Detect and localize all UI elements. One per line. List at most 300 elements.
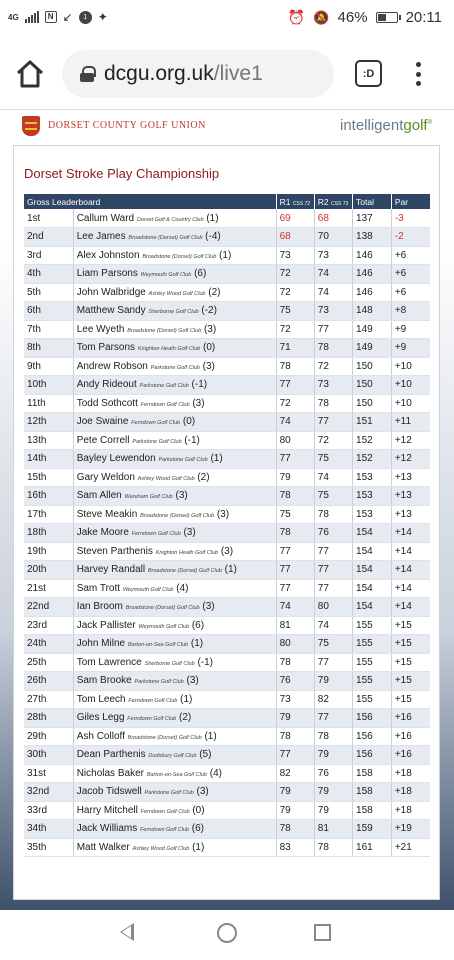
lock-icon bbox=[80, 66, 94, 82]
total-score: 155 bbox=[353, 635, 392, 654]
player-cell[interactable] bbox=[73, 209, 276, 228]
browser-menu-button[interactable] bbox=[410, 60, 426, 88]
round1-score: 83 bbox=[276, 838, 314, 857]
total-score: 158 bbox=[353, 783, 392, 802]
round2-score: 78 bbox=[314, 505, 352, 524]
menu-dot-icon bbox=[416, 62, 421, 67]
position-cell: 12th bbox=[24, 413, 73, 432]
web-page bbox=[0, 110, 454, 910]
player-cell[interactable] bbox=[73, 357, 276, 376]
handicap: (6) bbox=[194, 268, 207, 280]
leaderboard-table bbox=[24, 194, 430, 857]
address-bar[interactable] bbox=[62, 50, 334, 98]
club-name: Parkstone Golf Club bbox=[132, 438, 182, 445]
table-row[interactable] bbox=[24, 838, 430, 857]
player-cell[interactable] bbox=[73, 746, 276, 765]
battery-percent: 46% bbox=[337, 9, 368, 26]
par-score: -2 bbox=[391, 228, 430, 247]
player-cell[interactable] bbox=[73, 579, 276, 598]
player-name: Giles Legg bbox=[76, 712, 125, 724]
round1-score: 79 bbox=[276, 783, 314, 802]
player-cell[interactable] bbox=[73, 468, 276, 487]
home-icon bbox=[14, 58, 46, 90]
round1-score: 78 bbox=[276, 727, 314, 746]
position-cell: 20th bbox=[24, 561, 73, 580]
position-cell: 28th bbox=[24, 709, 73, 728]
table-row[interactable] bbox=[24, 320, 430, 339]
handicap: (1) bbox=[210, 453, 223, 465]
round1-score: 78 bbox=[276, 524, 314, 543]
player-name: John Milne bbox=[76, 638, 126, 650]
round2-score: 78 bbox=[314, 394, 352, 413]
table-row[interactable] bbox=[24, 783, 430, 802]
round2-score: 76 bbox=[314, 524, 352, 543]
player-name: Jacob Tidswell bbox=[76, 786, 142, 798]
round1-score: 73 bbox=[276, 690, 314, 709]
position-cell: 31st bbox=[24, 764, 73, 783]
player-cell[interactable] bbox=[73, 653, 276, 672]
total-score: 153 bbox=[353, 487, 392, 506]
total-score: 158 bbox=[353, 801, 392, 820]
table-row[interactable] bbox=[24, 265, 430, 284]
round1-score: 72 bbox=[276, 394, 314, 413]
position-cell: 7th bbox=[24, 320, 73, 339]
player-cell[interactable] bbox=[73, 709, 276, 728]
tab-switcher-button[interactable] bbox=[355, 60, 382, 87]
player-cell[interactable] bbox=[73, 228, 276, 247]
position-cell: 14th bbox=[24, 450, 73, 469]
round2-score: 79 bbox=[314, 783, 352, 802]
position-cell: 32nd bbox=[24, 783, 73, 802]
round1-score: 75 bbox=[276, 505, 314, 524]
table-row[interactable] bbox=[24, 709, 430, 728]
player-name: Andrew Robson bbox=[76, 360, 148, 372]
table-row[interactable] bbox=[24, 302, 430, 321]
handicap: (1) bbox=[192, 841, 205, 853]
position-cell: 35th bbox=[24, 838, 73, 857]
player-name: Steve Meakin bbox=[76, 508, 138, 520]
player-name: Andy Rideout bbox=[76, 379, 137, 391]
player-cell[interactable] bbox=[73, 302, 276, 321]
par-score: +15 bbox=[391, 690, 430, 709]
table-row[interactable] bbox=[24, 635, 430, 654]
header-par: Par bbox=[391, 194, 430, 209]
player-name: Harry Mitchell bbox=[76, 804, 138, 816]
menu-dot-icon bbox=[416, 72, 421, 77]
round2-score: 80 bbox=[314, 598, 352, 617]
par-score: +10 bbox=[391, 394, 430, 413]
club-name: Weymouth Golf Club bbox=[138, 623, 190, 630]
round2-score: 72 bbox=[314, 431, 352, 450]
player-cell[interactable] bbox=[73, 376, 276, 395]
position-cell: 27th bbox=[24, 690, 73, 709]
total-score: 155 bbox=[353, 616, 392, 635]
handicap: (3) bbox=[202, 360, 215, 372]
table-row[interactable] bbox=[24, 690, 430, 709]
player-cell[interactable] bbox=[73, 561, 276, 580]
round1-score: 78 bbox=[276, 357, 314, 376]
round2-score: 76 bbox=[314, 764, 352, 783]
player-name: Liam Parsons bbox=[76, 268, 138, 280]
round1-score: 78 bbox=[276, 653, 314, 672]
position-cell: 8th bbox=[24, 339, 73, 358]
round1-score: 82 bbox=[276, 764, 314, 783]
round2-score: 77 bbox=[314, 579, 352, 598]
table-row[interactable] bbox=[24, 228, 430, 247]
club-name: Weymouth Golf Club bbox=[140, 272, 192, 279]
position-cell: 24th bbox=[24, 635, 73, 654]
player-name: Tom Lawrence bbox=[76, 656, 142, 668]
status-icons-right bbox=[288, 9, 442, 26]
player-cell[interactable] bbox=[73, 764, 276, 783]
total-score: 156 bbox=[353, 746, 392, 765]
player-cell[interactable] bbox=[73, 487, 276, 506]
position-cell: 15th bbox=[24, 468, 73, 487]
total-score: 154 bbox=[353, 598, 392, 617]
total-score: 149 bbox=[353, 320, 392, 339]
alarm-icon: ⏰ bbox=[287, 9, 306, 25]
round2-score: 74 bbox=[314, 265, 352, 284]
handicap: (2) bbox=[179, 712, 192, 724]
par-score: +18 bbox=[391, 764, 430, 783]
par-score: +13 bbox=[391, 468, 430, 487]
round2-score: 77 bbox=[314, 653, 352, 672]
total-score: 153 bbox=[353, 468, 392, 487]
player-cell[interactable] bbox=[73, 431, 276, 450]
position-cell: 21st bbox=[24, 579, 73, 598]
position-cell: 29th bbox=[24, 727, 73, 746]
total-score: 159 bbox=[353, 820, 392, 839]
round2-score: 78 bbox=[314, 727, 352, 746]
player-name: Sam Trott bbox=[76, 582, 121, 594]
table-row[interactable] bbox=[24, 246, 430, 265]
handicap: (6) bbox=[191, 823, 204, 835]
total-score: 153 bbox=[353, 505, 392, 524]
table-row[interactable] bbox=[24, 413, 430, 432]
round2-score: 79 bbox=[314, 746, 352, 765]
total-score: 161 bbox=[353, 838, 392, 857]
club-name: Weymouth Golf Club bbox=[122, 586, 174, 593]
intelligentgolf-logo[interactable] bbox=[340, 117, 432, 134]
club-name: Barton-on-Sea Golf Club bbox=[146, 771, 207, 778]
player-name: Ash Colloff bbox=[76, 730, 125, 742]
player-name: Dean Parthenis bbox=[76, 749, 146, 761]
club-name: Broadstone (Dorset) Golf Club bbox=[128, 235, 203, 242]
total-score: 156 bbox=[353, 727, 392, 746]
round2-score: 79 bbox=[314, 801, 352, 820]
handicap: (3) bbox=[192, 397, 205, 409]
nfc-icon: N bbox=[45, 11, 57, 23]
total-score: 146 bbox=[353, 283, 392, 302]
club-name: Parkstone Golf Club bbox=[139, 383, 189, 390]
handicap: (0) bbox=[192, 804, 205, 816]
handicap: (5) bbox=[199, 749, 212, 761]
par-score: +15 bbox=[391, 672, 430, 691]
logo-mark: ® bbox=[427, 120, 432, 126]
status-icons-left bbox=[8, 10, 108, 24]
header-r2-css: CSS 73 bbox=[331, 200, 349, 207]
par-score: +16 bbox=[391, 746, 430, 765]
club-name: Parkstone Golf Club bbox=[150, 364, 200, 371]
total-score: 146 bbox=[353, 246, 392, 265]
player-name: Tom Leech bbox=[76, 693, 126, 705]
logo-part-b: golf bbox=[403, 117, 428, 134]
club-name: Parkstone Golf Club bbox=[144, 790, 194, 797]
player-cell[interactable] bbox=[73, 542, 276, 561]
table-row[interactable] bbox=[24, 339, 430, 358]
round2-score: 77 bbox=[314, 320, 352, 339]
par-score: +16 bbox=[391, 727, 430, 746]
round1-score: 79 bbox=[276, 709, 314, 728]
battery-icon bbox=[376, 12, 398, 23]
round2-score: 81 bbox=[314, 820, 352, 839]
round1-score: 79 bbox=[276, 468, 314, 487]
header-gross-leaderboard: Gross Leaderboard bbox=[24, 194, 276, 209]
club-name: Dudsbury Golf Club bbox=[148, 753, 197, 760]
player-name: Harvey Randall bbox=[76, 564, 146, 576]
par-score: +14 bbox=[391, 542, 430, 561]
round1-score: 72 bbox=[276, 283, 314, 302]
player-name: Gary Weldon bbox=[76, 471, 135, 483]
table-row[interactable] bbox=[24, 598, 430, 617]
leaderboard-body bbox=[24, 209, 430, 857]
network-type: 4G bbox=[8, 12, 19, 22]
round2-score: 74 bbox=[314, 616, 352, 635]
round2-score: 73 bbox=[314, 246, 352, 265]
table-row[interactable] bbox=[24, 376, 430, 395]
par-score: +16 bbox=[391, 709, 430, 728]
table-row[interactable] bbox=[24, 764, 430, 783]
position-cell: 11th bbox=[24, 394, 73, 413]
position-cell: 19th bbox=[24, 542, 73, 561]
handicap: (1) bbox=[190, 638, 204, 650]
player-cell[interactable] bbox=[73, 801, 276, 820]
handicap: (-2) bbox=[201, 305, 217, 317]
total-score: 155 bbox=[353, 653, 392, 672]
player-cell[interactable] bbox=[73, 598, 276, 617]
table-row[interactable] bbox=[24, 450, 430, 469]
position-cell: 4th bbox=[24, 265, 73, 284]
round2-score: 77 bbox=[314, 709, 352, 728]
round1-score: 78 bbox=[276, 487, 314, 506]
table-row[interactable] bbox=[24, 542, 430, 561]
table-row[interactable] bbox=[24, 820, 430, 839]
club-name: Sherborne Golf Club bbox=[144, 660, 195, 667]
player-name: Lee Wyeth bbox=[76, 323, 125, 335]
player-cell[interactable] bbox=[73, 450, 276, 469]
table-row[interactable] bbox=[24, 505, 430, 524]
table-row[interactable] bbox=[24, 579, 430, 598]
par-score: +9 bbox=[391, 320, 430, 339]
round2-score: 70 bbox=[314, 228, 352, 247]
competition-title: Dorset Stroke Play Championship bbox=[24, 166, 220, 181]
total-score: 155 bbox=[353, 690, 392, 709]
player-cell[interactable] bbox=[73, 394, 276, 413]
par-score: +19 bbox=[391, 820, 430, 839]
table-row[interactable] bbox=[24, 746, 430, 765]
player-cell[interactable] bbox=[73, 339, 276, 358]
player-name: Pete Correll bbox=[76, 434, 130, 446]
total-score: 138 bbox=[353, 228, 392, 247]
table-row[interactable] bbox=[24, 727, 430, 746]
player-cell[interactable] bbox=[73, 283, 276, 302]
player-name: Jack Pallister bbox=[76, 619, 136, 631]
round1-score: 69 bbox=[276, 209, 314, 228]
table-header-row bbox=[24, 194, 430, 209]
round2-score: 78 bbox=[314, 838, 352, 857]
handicap: (0) bbox=[203, 342, 216, 354]
url-text bbox=[104, 62, 263, 86]
player-cell[interactable] bbox=[73, 265, 276, 284]
table-row[interactable] bbox=[24, 524, 430, 543]
table-row[interactable] bbox=[24, 672, 430, 691]
player-name: Bayley Lewendon bbox=[76, 453, 156, 465]
club-name: Ferndown Golf Club bbox=[131, 531, 181, 538]
player-cell[interactable] bbox=[73, 783, 276, 802]
handicap: (1) bbox=[224, 564, 237, 576]
position-cell: 25th bbox=[24, 653, 73, 672]
par-score: +12 bbox=[391, 431, 430, 450]
table-row[interactable] bbox=[24, 616, 430, 635]
player-cell[interactable] bbox=[73, 727, 276, 746]
player-cell[interactable] bbox=[73, 246, 276, 265]
position-cell: 13th bbox=[24, 431, 73, 450]
total-score: 149 bbox=[353, 339, 392, 358]
position-cell: 10th bbox=[24, 376, 73, 395]
player-name: Joe Swaine bbox=[76, 416, 129, 428]
par-score: +15 bbox=[391, 635, 430, 654]
par-score: +14 bbox=[391, 561, 430, 580]
round2-score: 74 bbox=[314, 468, 352, 487]
total-score: 152 bbox=[353, 431, 392, 450]
menu-dot-icon bbox=[416, 81, 421, 86]
total-score: 154 bbox=[353, 542, 392, 561]
par-score: +6 bbox=[391, 246, 430, 265]
club-name: Ferndown Golf Club bbox=[128, 697, 178, 704]
total-score: 156 bbox=[353, 709, 392, 728]
round1-score: 77 bbox=[276, 376, 314, 395]
table-row[interactable] bbox=[24, 357, 430, 376]
home-button[interactable] bbox=[14, 58, 46, 90]
table-row[interactable] bbox=[24, 801, 430, 820]
club-name: Sherborne Golf Club bbox=[148, 309, 199, 316]
club-name: Ferndown Golf Club bbox=[131, 420, 181, 427]
table-row[interactable] bbox=[24, 561, 430, 580]
round1-score: 72 bbox=[276, 265, 314, 284]
total-score: 154 bbox=[353, 524, 392, 543]
handicap: (1) bbox=[204, 730, 217, 742]
table-row[interactable] bbox=[24, 394, 430, 413]
club-name: Broadstone (Dorset) Golf Club bbox=[147, 568, 222, 575]
missed-call-icon: ↙ bbox=[62, 10, 73, 24]
player-cell[interactable] bbox=[73, 505, 276, 524]
total-score: 151 bbox=[353, 413, 392, 432]
handicap: (3) bbox=[203, 323, 217, 335]
home-circle-icon[interactable] bbox=[217, 923, 237, 943]
url-path: /live1 bbox=[213, 62, 263, 85]
leaderboard-card bbox=[13, 145, 440, 900]
player-name: Jake Moore bbox=[76, 527, 129, 539]
header-r1 bbox=[276, 194, 314, 209]
round1-score: 76 bbox=[276, 672, 314, 691]
club-name: Broadstone (Dorset) Golf Club bbox=[125, 605, 200, 612]
club-name: Ferndown Golf Club bbox=[140, 827, 189, 834]
handicap: (3) bbox=[175, 490, 188, 502]
system-nav-bar bbox=[0, 910, 454, 960]
player-name: Todd Sothcott bbox=[76, 397, 138, 409]
player-cell[interactable] bbox=[73, 413, 276, 432]
round2-score: 68 bbox=[314, 209, 352, 228]
club-name: Ashley Wood Golf Club bbox=[137, 475, 195, 482]
position-cell: 30th bbox=[24, 746, 73, 765]
round1-score: 72 bbox=[276, 320, 314, 339]
round1-score: 77 bbox=[276, 579, 314, 598]
player-cell[interactable] bbox=[73, 690, 276, 709]
player-cell[interactable] bbox=[73, 635, 276, 654]
par-score: +11 bbox=[391, 413, 430, 432]
total-score: 150 bbox=[353, 357, 392, 376]
player-cell[interactable] bbox=[73, 838, 276, 857]
player-name: Lee James bbox=[76, 231, 126, 243]
player-cell[interactable] bbox=[73, 820, 276, 839]
total-score: 137 bbox=[353, 209, 392, 228]
par-score: +21 bbox=[391, 838, 430, 857]
round1-score: 73 bbox=[276, 246, 314, 265]
player-name: Matt Walker bbox=[76, 841, 130, 853]
round2-score: 75 bbox=[314, 487, 352, 506]
table-row[interactable] bbox=[24, 209, 430, 228]
table-row[interactable] bbox=[24, 283, 430, 302]
player-name: Alex Johnston bbox=[76, 249, 140, 261]
site-header bbox=[0, 110, 454, 140]
header-r1-css: CSS 72 bbox=[292, 200, 311, 207]
par-score: +14 bbox=[391, 524, 430, 543]
club-name: Knighton Heath Golf Club bbox=[137, 346, 201, 353]
handicap: (3) bbox=[186, 675, 199, 687]
total-score: 158 bbox=[353, 764, 392, 783]
recent-apps-icon[interactable] bbox=[314, 924, 331, 941]
position-cell: 2nd bbox=[24, 228, 73, 247]
player-cell[interactable] bbox=[73, 320, 276, 339]
handicap: (1) bbox=[219, 249, 232, 261]
player-name: Sam Brooke bbox=[76, 675, 132, 687]
round1-score: 74 bbox=[276, 598, 314, 617]
back-icon[interactable] bbox=[120, 923, 134, 941]
signal-icon bbox=[25, 11, 39, 23]
total-score: 154 bbox=[353, 561, 392, 580]
club-name: Parkstone Golf Club bbox=[134, 679, 184, 686]
table-row[interactable] bbox=[24, 487, 430, 506]
position-cell: 26th bbox=[24, 672, 73, 691]
player-cell[interactable] bbox=[73, 524, 276, 543]
round2-score: 79 bbox=[314, 672, 352, 691]
player-cell[interactable] bbox=[73, 616, 276, 635]
position-cell: 6th bbox=[24, 302, 73, 321]
round1-score: 77 bbox=[276, 542, 314, 561]
player-name: Ian Broom bbox=[76, 601, 123, 613]
table-row[interactable] bbox=[24, 468, 430, 487]
round1-score: 74 bbox=[276, 413, 314, 432]
org-name[interactable]: DORSET COUNTY GOLF UNION bbox=[48, 120, 206, 131]
round2-score: 75 bbox=[314, 450, 352, 469]
par-score: +10 bbox=[391, 376, 430, 395]
table-row[interactable] bbox=[24, 431, 430, 450]
handicap: (3) bbox=[196, 786, 209, 798]
tab-switcher-label: :D bbox=[362, 67, 375, 80]
player-name: Matthew Sandy bbox=[76, 305, 146, 317]
table-row[interactable] bbox=[24, 653, 430, 672]
player-cell[interactable] bbox=[73, 672, 276, 691]
